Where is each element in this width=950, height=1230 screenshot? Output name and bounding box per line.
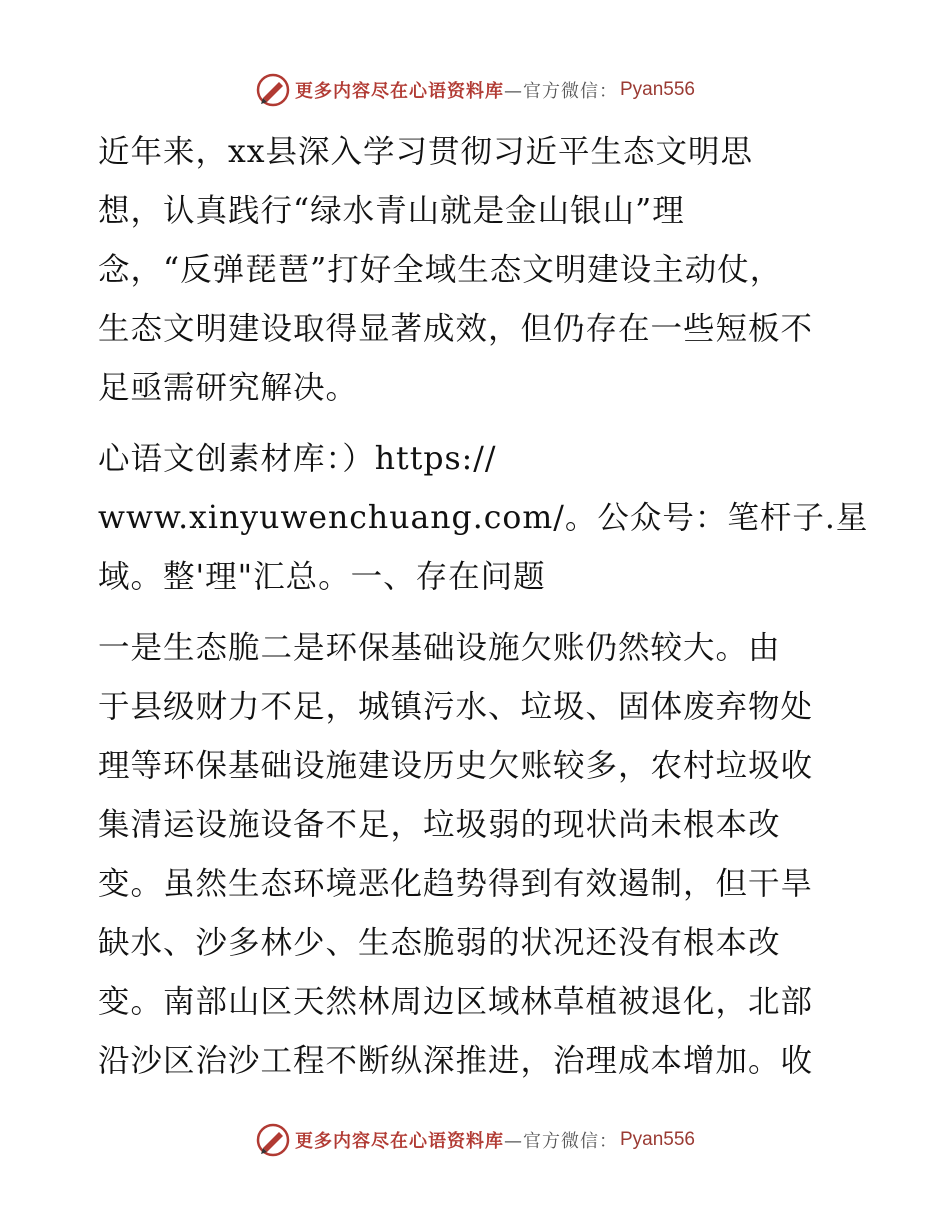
banner-wechat-id: Pyan556 bbox=[619, 1129, 695, 1150]
footer-watermark-banner bbox=[0, 1120, 950, 1160]
text-line: 变。虽然生态环境恶化趋势得到有效遏制，但干旱 bbox=[98, 866, 814, 902]
banner-main-text: 更多内容尽在心语资料库 bbox=[294, 81, 504, 102]
paragraph-source bbox=[98, 430, 869, 607]
text-line: www.xinyuwenchuang.com/。公众号：笔杆子.星 bbox=[98, 500, 869, 536]
text-line: 想，认真践行“绿水青山就是金山银山”理 bbox=[98, 193, 685, 229]
text-line: 一是生态脆二是环保基础设施欠账仍然较大。由 bbox=[98, 630, 781, 666]
text-line: 足亟需研究解决。 bbox=[98, 370, 359, 406]
text-line: 生态文明建设取得显著成效，但仍存在一些短板不 bbox=[98, 311, 814, 347]
text-line: 心语文创素材库：）https:// bbox=[98, 441, 497, 477]
paragraph-intro bbox=[98, 123, 858, 418]
text-line: 于县级财力不足，城镇污水、垃圾、固体废弃物处 bbox=[98, 689, 814, 725]
text-line: 念，“反弹琵琶”打好全域生态文明建设主动仗， bbox=[98, 252, 783, 288]
text-line: 沿沙区治沙工程不断纵深推进，治理成本增加。收 bbox=[98, 1043, 814, 1079]
text-line: 变。南部山区天然林周边区域林草植被退化，北部 bbox=[98, 984, 814, 1020]
banner-wechat-id: Pyan556 bbox=[619, 79, 695, 100]
paragraph-problems bbox=[98, 619, 858, 1091]
document-body bbox=[98, 123, 869, 1103]
text-line: 域。整'理"汇总。一、存在问题 bbox=[98, 559, 546, 595]
header-watermark-banner bbox=[0, 70, 950, 110]
pen-logo-icon bbox=[255, 72, 291, 108]
banner-sub-text: —官方微信： bbox=[503, 81, 618, 102]
banner-main-text: 更多内容尽在心语资料库 bbox=[294, 1131, 504, 1152]
text-line: 缺水、沙多林少、生态脆弱的状况还没有根本改 bbox=[98, 925, 781, 961]
pen-logo-icon bbox=[255, 1122, 291, 1158]
text-line: 集清运设施设备不足，垃圾弱的现状尚未根本改 bbox=[98, 807, 781, 843]
banner-sub-text: —官方微信： bbox=[503, 1131, 618, 1152]
text-line: 近年来，xx县深入学习贯彻习近平生态文明思 bbox=[98, 134, 754, 170]
text-line: 理等环保基础设施建设历史欠账较多，农村垃圾收 bbox=[98, 748, 814, 784]
